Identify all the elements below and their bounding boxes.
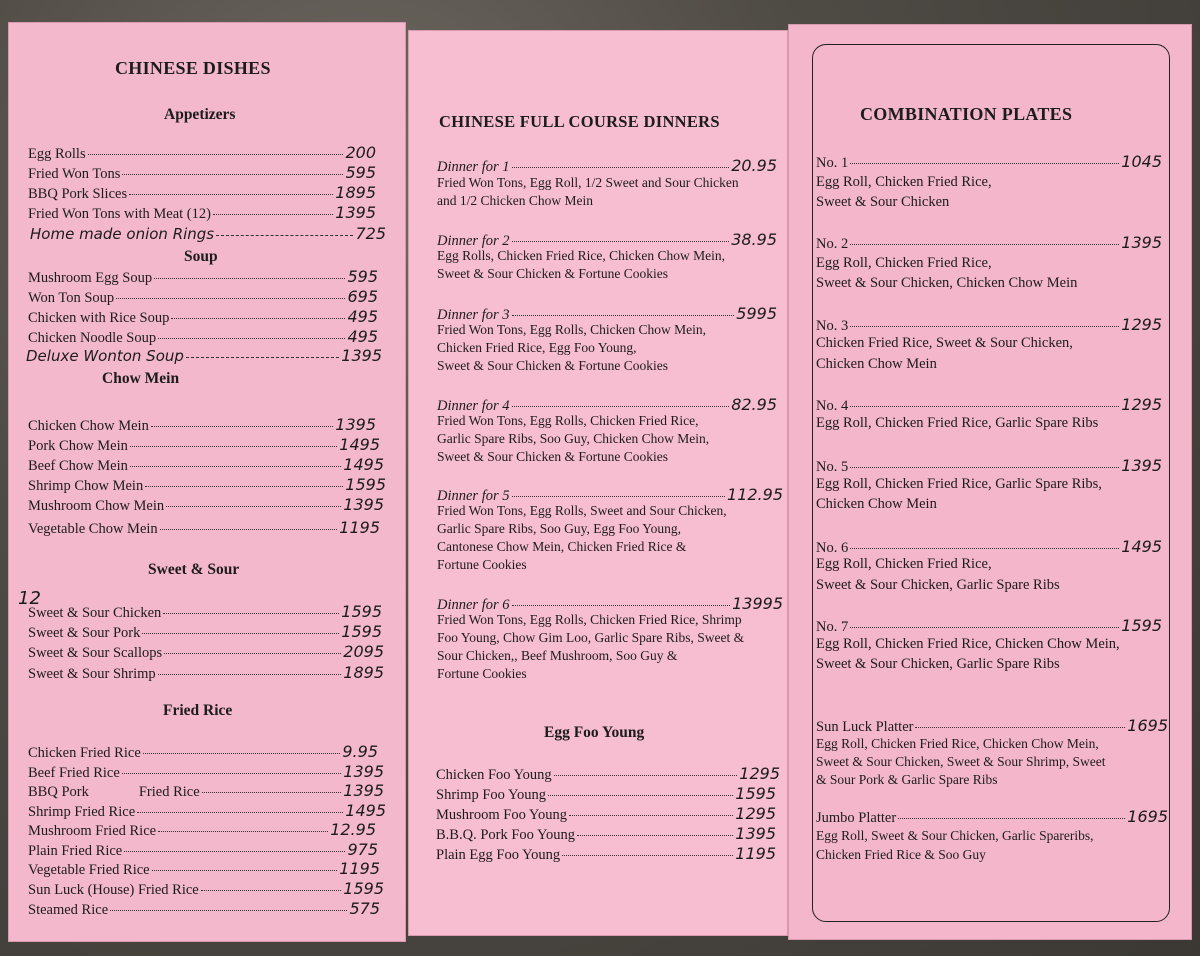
chinese-dishes-title: CHINESE DISHES (115, 58, 271, 78)
plate-item: No. 3 1295 (816, 315, 1162, 334)
plate-description: Egg Roll, Chicken Fried Rice, Garlic Spare Ribs (816, 415, 1099, 431)
menu-item-handwritten: Deluxe Wonton Soup 1395 (26, 346, 382, 365)
menu-item: Mushroom Foo Young 1295 (436, 804, 776, 823)
plate-item: No. 2 1395 (816, 233, 1162, 252)
plate-description: Egg Roll, Chicken Fried Rice, Chicken Chow Mein, Sweet & Sour Chicken, Garlic Spare Ribs (816, 636, 1120, 672)
menu-item: BBQ Pork Fried Rice 1395 (28, 781, 384, 800)
menu-item: Steamed Rice 575 (28, 899, 380, 918)
menu-item: Mushroom Fried Rice 12.95 (28, 820, 376, 839)
menu-item: Shrimp Fried Rice 1495 (28, 801, 386, 820)
dinner-description: Egg Rolls, Chicken Fried Rice, Chicken Chow Mein, Sweet & Sour Chicken & Fortune Cookies (437, 248, 725, 281)
plate-description: Egg Roll, Chicken Fried Rice, Garlic Spare Ribs, Chicken Chow Mein (816, 476, 1102, 512)
plate-description: Chicken Fried Rice, Sweet & Sour Chicken, Chicken Chow Mein (816, 335, 1073, 372)
combination-plates-title: COMBINATION PLATES (860, 104, 1073, 124)
menu-item: Chicken Noodle Soup 495 (28, 327, 378, 346)
dinner-item: Dinner for 5 112.95 (437, 485, 783, 504)
menu-item: Sweet & Sour Scallops 2095 (28, 642, 384, 661)
dinner-item: Dinner for 3 5995 (437, 304, 777, 323)
menu-item: Sweet & Sour Pork 1595 (28, 622, 382, 641)
menu-item: Chicken with Rice Soup 495 (28, 307, 378, 326)
menu-item: Shrimp Chow Mein 1595 (28, 475, 386, 494)
plate-item: No. 4 1295 (816, 395, 1162, 414)
right-panel (788, 24, 1192, 940)
menu-item: BBQ Pork Slices 1895 (28, 183, 376, 202)
menu-item: Plain Egg Foo Young 1195 (436, 844, 776, 863)
sweet-sour-heading: Sweet & Sour (148, 561, 240, 578)
egg-foo-young-heading: Egg Foo Young (544, 724, 645, 741)
dinner-description: Fried Won Tons, Egg Rolls, Chicken Fried Rice, Shrimp Foo Young, Chow Gim Loo, Garlic Spare Ribs, Sweet & Sour Chicken,, Beef Mushroom, Soo Guy & Fortune Cookies (437, 612, 745, 681)
menu-item: Vegetable Fried Rice 1195 (28, 859, 380, 878)
menu-item: Mushroom Chow Mein 1395 (28, 495, 384, 514)
menu-item: Fried Won Tons 595 (28, 163, 376, 182)
dinner-description: Fried Won Tons, Egg Roll, 1/2 Sweet and Sour Chicken and 1/2 Chicken Chow Mein (437, 175, 739, 208)
plate-description: Egg Roll, Chicken Fried Rice, Sweet & Sour Chicken, Garlic Spare Ribs (816, 556, 1060, 593)
dinner-item: Dinner for 6 13995 (437, 594, 783, 613)
menu-item: Vegetable Chow Mein 1195 (28, 518, 380, 537)
menu-item: Egg Rolls 200 (28, 143, 376, 162)
appetizers-heading: Appetizers (164, 106, 236, 123)
menu-item: Beef Chow Mein 1495 (28, 455, 384, 474)
menu-item: Sweet & Sour Shrimp 1895 (28, 663, 384, 682)
middle-panel (408, 30, 788, 936)
full-course-dinners-title: CHINESE FULL COURSE DINNERS (439, 112, 720, 131)
plate-description: Egg Roll, Chicken Fried Rice, Sweet & Sour Chicken (816, 174, 992, 210)
menu-item-handwritten: Home made onion Rings 725 (30, 224, 386, 243)
plate-description: Egg Roll, Chicken Fried Rice, Sweet & Sour Chicken, Chicken Chow Mein (816, 255, 1078, 291)
dinner-item: Dinner for 4 82.95 (437, 395, 777, 414)
menu-item: B.B.Q. Pork Foo Young 1395 (436, 824, 776, 843)
menu-item: Pork Chow Mein 1495 (28, 435, 380, 454)
dinner-description: Fried Won Tons, Egg Rolls, Chicken Fried Rice, Garlic Spare Ribs, Soo Guy, Chicken Chow Mein, Sweet & Sour Chicken & Fortune Cookies (437, 413, 710, 464)
plate-item: Sun Luck Platter 1695 (816, 716, 1168, 735)
plate-item: No. 1 1045 (816, 152, 1162, 171)
fried-rice-heading: Fried Rice (163, 702, 233, 719)
menu-item: Sweet & Sour Chicken 1595 (28, 602, 382, 621)
plate-item: Jumbo Platter 1695 (816, 807, 1168, 826)
menu-item: Beef Fried Rice 1395 (28, 762, 384, 781)
plate-description: Egg Roll, Sweet & Sour Chicken, Garlic Spareribs, Chicken Fried Rice & Soo Guy (816, 828, 1094, 862)
handwritten-note: 12 (18, 588, 41, 609)
menu-item: Mushroom Egg Soup 595 (28, 267, 378, 286)
left-panel (8, 22, 406, 942)
plate-item: No. 7 1595 (816, 616, 1162, 635)
menu-item: Won Ton Soup 695 (28, 287, 378, 306)
soup-heading: Soup (184, 248, 218, 265)
menu-item: Shrimp Foo Young 1595 (436, 784, 776, 803)
menu-item: Chicken Fried Rice 9.95 (28, 742, 378, 761)
plate-description: Egg Roll, Chicken Fried Rice, Chicken Chow Mein, Sweet & Sour Chicken, Sweet & Sour Shrimp, Sweet & Sour Pork & Garlic Spare Ribs (816, 736, 1106, 787)
menu-item: Sun Luck (House) Fried Rice 1595 (28, 879, 384, 898)
dinner-item: Dinner for 1 20.95 (437, 156, 777, 175)
chow-mein-heading: Chow Mein (102, 370, 180, 387)
menu-item: Fried Won Tons with Meat (12) 1395 (28, 203, 376, 222)
dinner-description: Fried Won Tons, Egg Rolls, Chicken Chow Mein, Chicken Fried Rice, Egg Foo Young, Sweet & Sour Chicken & Fortune Cookies (437, 322, 706, 373)
plate-item: No. 5 1395 (816, 456, 1162, 475)
menu-item: Chicken Foo Young 1295 (436, 764, 780, 783)
dinner-description: Fried Won Tons, Egg Rolls, Sweet and Sour Chicken, Garlic Spare Ribs, Soo Guy, Egg Foo Young, Cantonese Chow Mein, Chicken Fried Rice & Fortune Cookies (437, 503, 727, 572)
dinner-item: Dinner for 2 38.95 (437, 230, 777, 249)
plate-item: No. 6 1495 (816, 537, 1162, 556)
menu-item: Chicken Chow Mein 1395 (28, 415, 376, 434)
menu-item: Plain Fried Rice 975 (28, 840, 378, 859)
